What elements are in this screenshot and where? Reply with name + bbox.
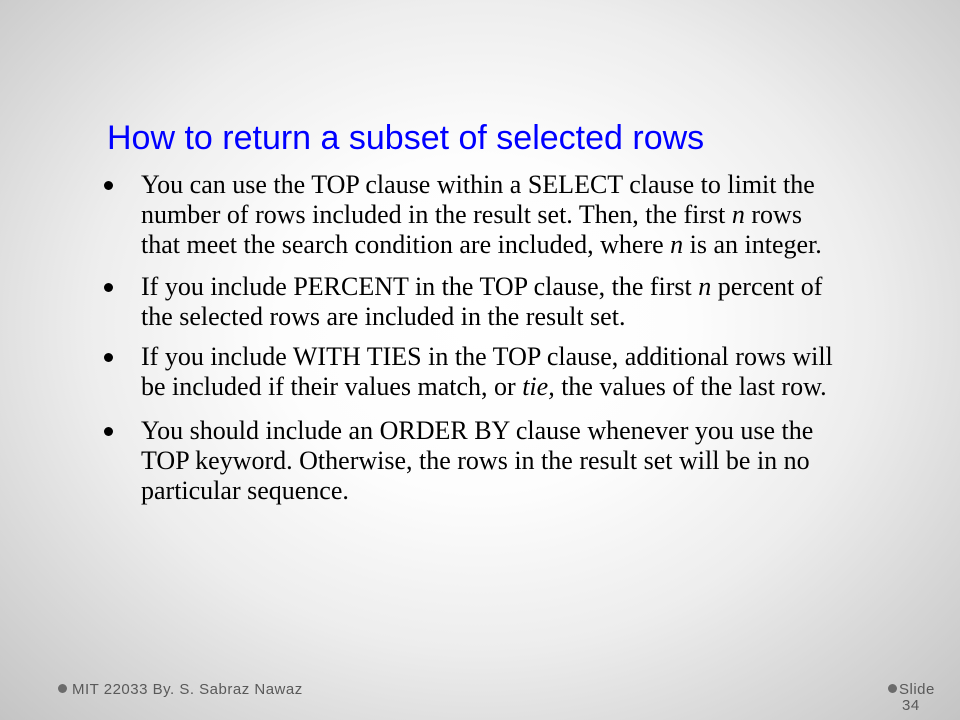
bullet-line [141,416,813,446]
emphasis-text: n [698,272,712,301]
bullet-icon [104,181,113,190]
footer-bullet-icon [58,684,67,693]
bullet-line [141,272,822,302]
bullet-line [141,446,813,476]
bullet-text: be included if their values match, or [141,372,523,401]
slide-number: 34 [902,697,920,714]
bullet-icon [104,427,113,436]
bullet-text: If you include WITH TIES in the TOP clause, additional rows will [141,342,833,371]
footer-bullet-icon [888,684,897,693]
bullet-item [141,416,813,506]
bullet-text: rows [744,200,802,229]
bullet-text: TOP keyword. Otherwise, the rows in the result set will be in no [141,446,810,475]
bullet-line [141,342,833,372]
emphasis-text: n [731,200,745,229]
bullet-text: number of rows included in the result set. Then, the first [141,200,732,229]
bullet-line [141,372,833,402]
bullet-text: percent of [711,272,823,301]
bullet-text: particular sequence. [141,476,349,505]
bullet-line [141,170,822,200]
footer-author: MIT 22033 By. S. Sabraz Nawaz [72,681,303,698]
bullet-icon [104,283,113,292]
slide-title: How to return a subset of selected rows [107,119,705,157]
bullet-item [141,272,822,332]
bullet-text: that meet the search condition are included, where [141,230,671,259]
bullet-icon [104,353,113,362]
bullet-text: You should include an ORDER BY clause whenever you use the [141,416,814,445]
bullet-line [141,302,822,332]
bullet-item [141,342,833,402]
bullet-text: the selected rows are included in the result set. [141,302,626,331]
bullet-line [141,476,813,506]
bullet-item [141,170,822,260]
slide-number-label: Slide [899,681,935,698]
bullet-line [141,200,822,230]
emphasis-text: n [670,230,684,259]
bullet-line [141,230,822,260]
bullet-text: is an integer. [683,230,822,259]
emphasis-text: tie, [522,372,555,401]
bullet-text: You can use the TOP clause within a SELECT clause to limit the [141,170,815,199]
bullet-text: the values of the last row. [554,372,827,401]
bullet-text: If you include PERCENT in the TOP clause, the first [141,272,699,301]
